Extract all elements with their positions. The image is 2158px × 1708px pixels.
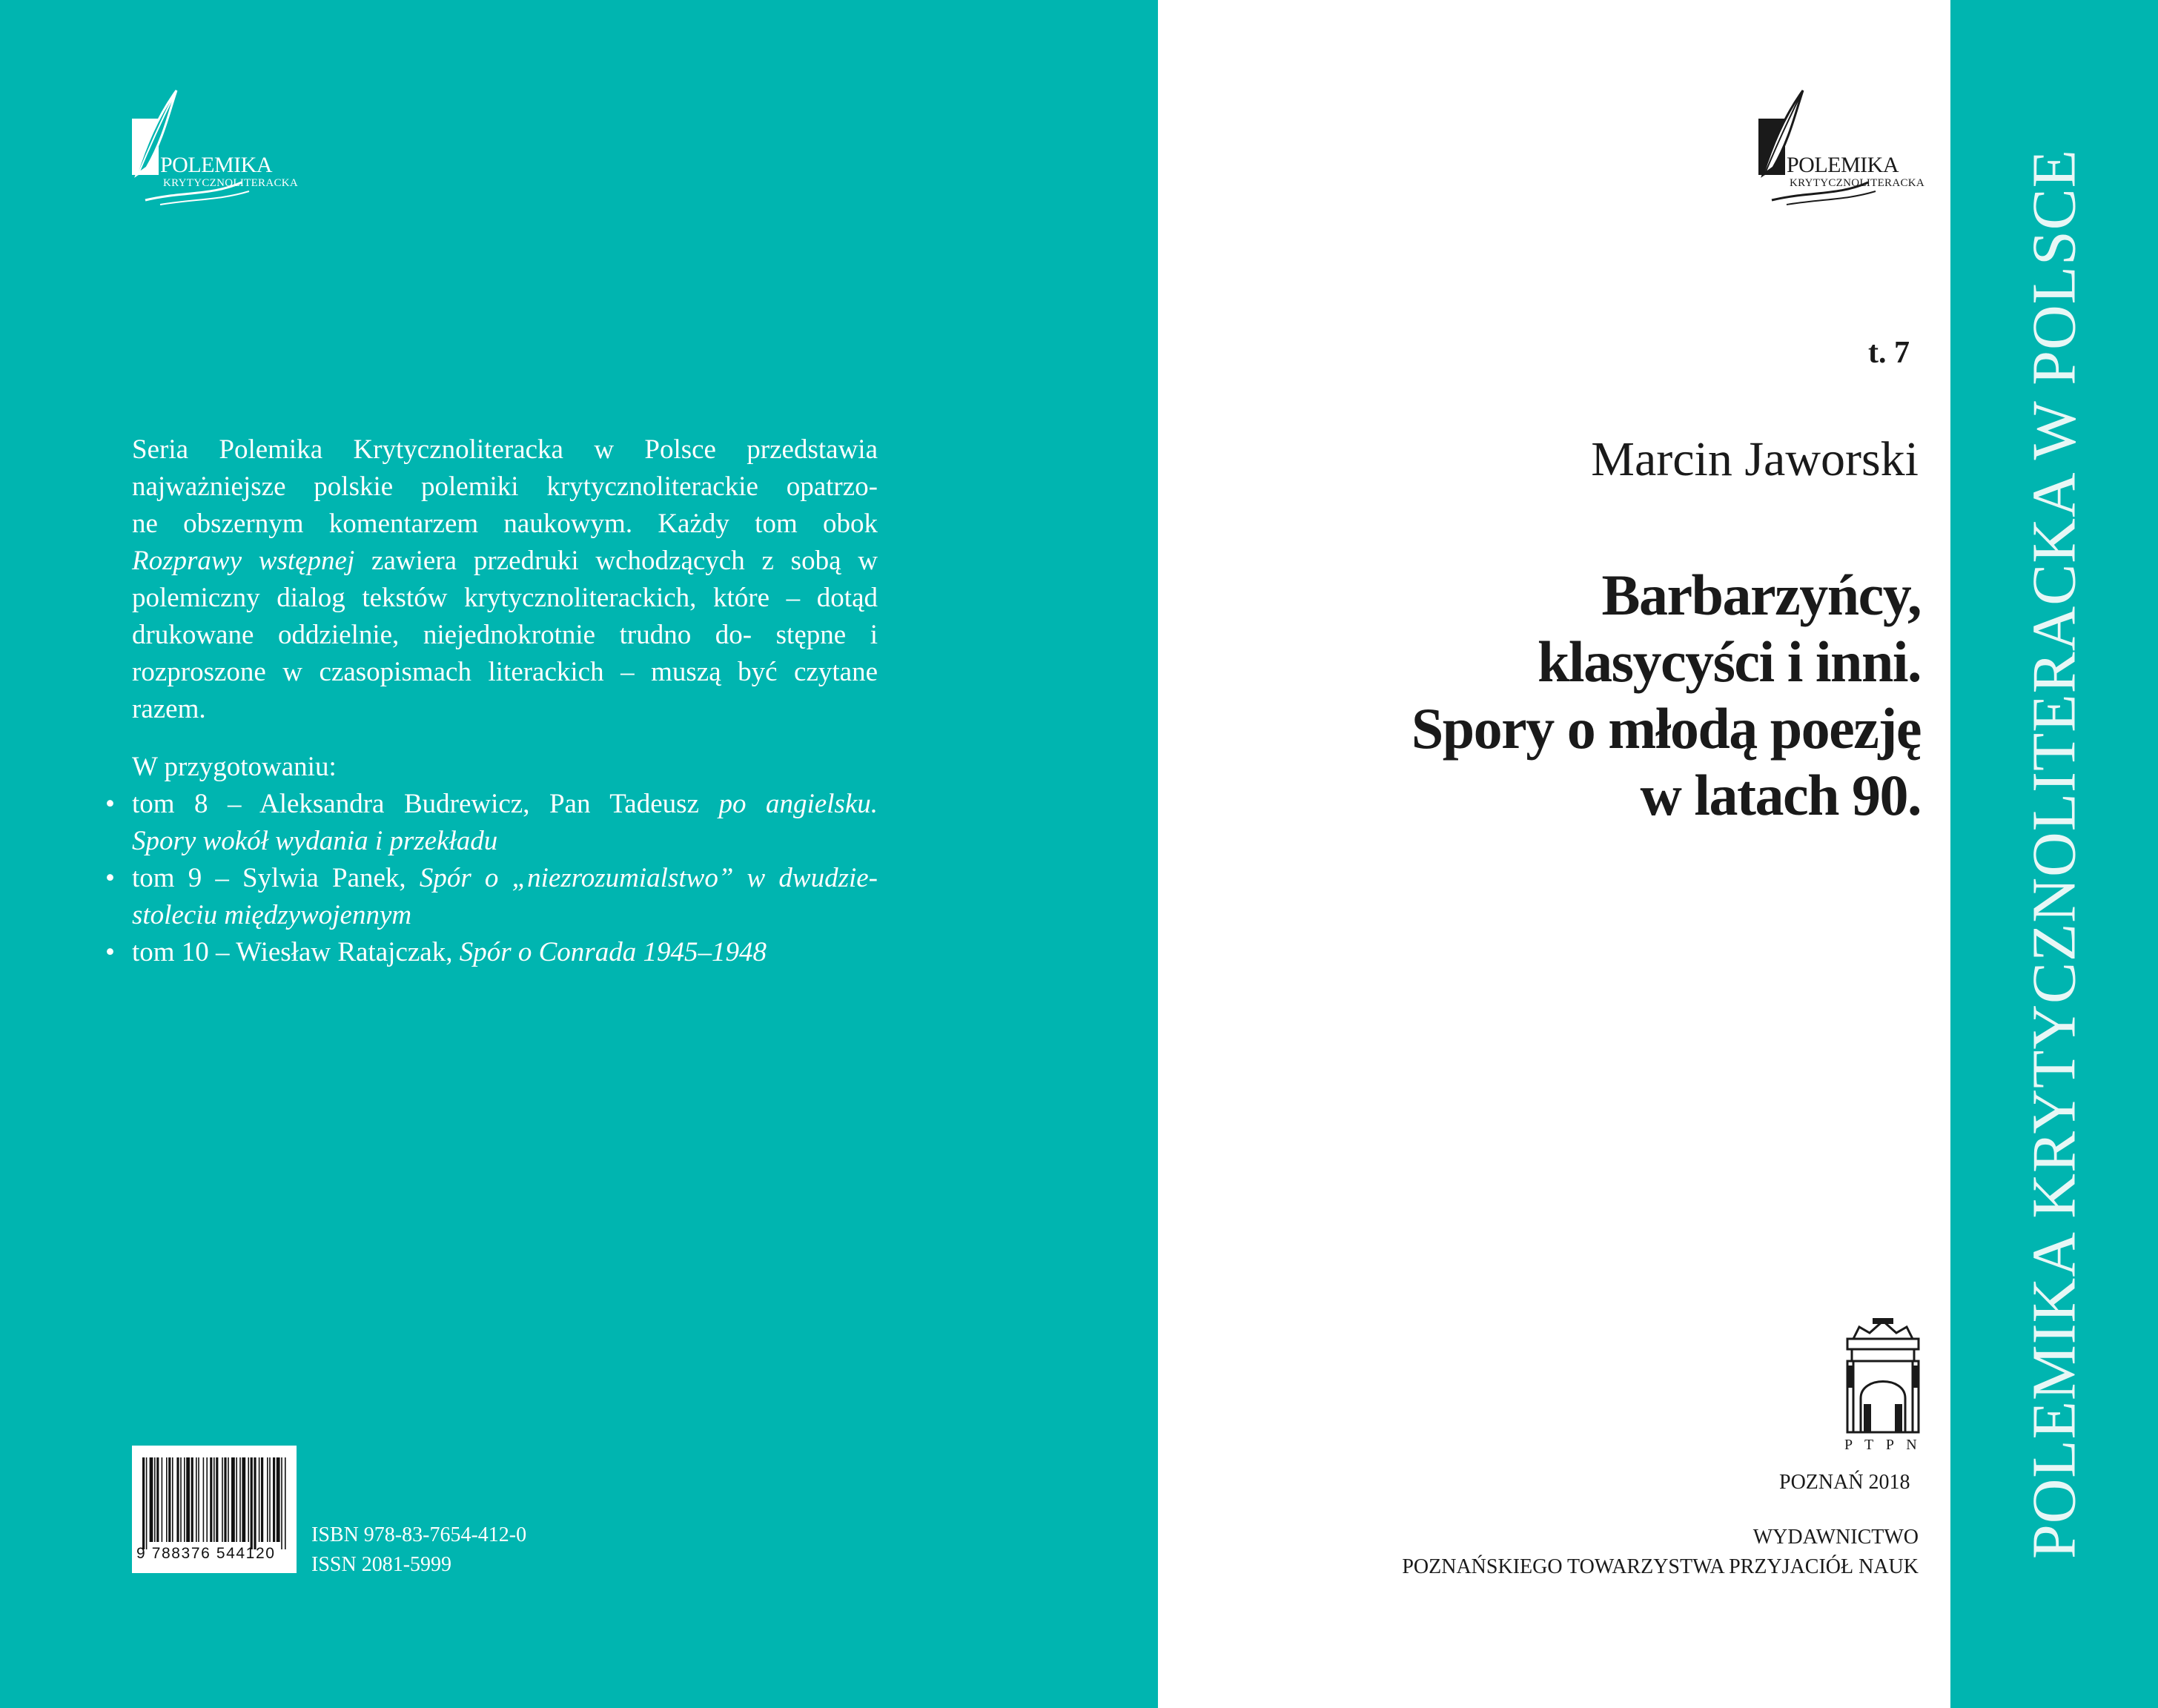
barcode-bar: [228, 1457, 229, 1542]
publisher-mark: P T P N: [1844, 1437, 1922, 1453]
author-name: Marcin Jaworski: [1591, 432, 1919, 486]
barcode-bar: [203, 1457, 205, 1542]
in-preparation-heading: W przygotowaniu:: [132, 752, 337, 782]
barcode-bar: [210, 1457, 212, 1542]
barcode-bar: [224, 1457, 226, 1542]
barcode-bar: [277, 1457, 280, 1542]
barcode-bar: [168, 1457, 171, 1542]
item-italic-cont: stoleciu międzywojennym: [132, 900, 412, 930]
in-preparation-list: [105, 749, 878, 971]
item-italic-cont: Spory wokół wydania i przekładu: [132, 826, 498, 856]
blurb-part4: stępne i rozproszone w czasopismach literackich – muszą być czytane razem.: [132, 620, 878, 724]
back-logo: [130, 87, 308, 214]
logo-title: POLEMIKA: [160, 153, 272, 177]
barcode-bar: [184, 1457, 185, 1542]
book-title: [1254, 562, 1921, 829]
item-text: tom 8 – Aleksandra Budrewicz, Pan Tadeusz: [132, 789, 719, 819]
title-line: klasycyści i inni.: [1538, 629, 1921, 694]
barcode-bar: [259, 1457, 260, 1542]
barcode-digits: 9 788376 544120: [136, 1545, 276, 1562]
logo-subtitle: KRYTYCZNOLITERACKA: [163, 177, 299, 189]
barcode-bar: [216, 1457, 218, 1542]
volume-number: t. 7: [1868, 336, 1910, 370]
publisher-line: POZNAŃSKIEGO TOWARZYSTWA PRZYJACIÓŁ NAUK: [1402, 1555, 1919, 1578]
series-description: [132, 431, 878, 728]
list-item: • tom 8 – Aleksandra Budrewicz, Pan Tadeusz po angielsku. Spory wokół wydania i przekładu: [105, 789, 878, 856]
publisher-name: [1402, 1523, 1919, 1582]
barcode-bar: [248, 1457, 249, 1542]
barcode-bar: [206, 1457, 208, 1542]
barcode-bar: [198, 1457, 199, 1542]
barcode-bar: [239, 1457, 241, 1542]
barcode-bar: [231, 1457, 235, 1542]
barcode-bar: [196, 1457, 197, 1542]
barcode-bar: [156, 1457, 159, 1542]
barcode-bar: [269, 1457, 271, 1542]
barcode-bar: [285, 1457, 286, 1549]
logo-subtitle: KRYTYCZNOLITERACKA: [1790, 177, 1925, 189]
barcode-bar: [186, 1457, 190, 1542]
barcode-bar: [222, 1457, 223, 1542]
barcode: [132, 1446, 297, 1573]
barcode-bar: [154, 1457, 156, 1542]
logo-title: POLEMIKA: [1787, 153, 1899, 177]
barcode-bar: [236, 1457, 237, 1542]
list-item: • tom 10 – Wiesław Ratajczak, Spór o Conrada 1945–1948: [105, 937, 767, 967]
title-line: w latach 90.: [1640, 763, 1921, 827]
publisher-line: WYDAWNICTWO: [1752, 1526, 1919, 1549]
barcode-bar: [180, 1457, 182, 1542]
blurb-part3: zawiera przedruki wchodzących z sobą w polemiczny dialog tekstów krytycznoliterackich, które – dotąd drukowane oddzielnie, niejednokrotnie trudno do-: [132, 546, 878, 650]
barcode-bar: [166, 1457, 168, 1542]
barcode-bar: [261, 1457, 263, 1542]
issn: ISSN 2081-5999: [311, 1553, 452, 1576]
barcode-bar: [176, 1457, 179, 1542]
item-text: tom 10 – Wiesław Ratajczak,: [132, 937, 460, 967]
isbn: ISBN 978-83-7654-412-0: [311, 1523, 527, 1546]
spine-title: POLEMIKA KRYTYCZNOLITERACKA W POLSCE: [2019, 148, 2089, 1560]
barcode-bar: [273, 1457, 275, 1542]
barcode-bar: [172, 1457, 173, 1542]
item-text: tom 9 – Sylwia Panek,: [132, 863, 420, 893]
isbn-block: [311, 1520, 526, 1580]
front-logo: [1757, 87, 1935, 214]
barcode-bar: [214, 1457, 215, 1542]
blurb-italic1: Rozprawy wstępnej: [132, 546, 355, 576]
quill-pen-icon: [130, 87, 308, 214]
barcode-bar: [150, 1457, 153, 1542]
item-italic: po angielsku.: [718, 789, 878, 819]
barcode-bar: [162, 1457, 163, 1542]
blurb-part2: ne obszernym komentarzem naukowym. Każdy tom obok: [132, 509, 878, 539]
barcode-bar: [281, 1457, 282, 1549]
quill-pen-icon: [1757, 87, 1935, 214]
barcode-bar: [191, 1457, 193, 1542]
barcode-bar: [267, 1457, 268, 1542]
front-cover: [1158, 0, 1950, 1708]
list-item: • tom 9 – Sylwia Panek, Spór o „niezrozumialstwo” w dwudzie- stoleciu międzywojennym: [105, 863, 878, 930]
blurb-part1: Seria Polemika Krytycznoliteracka w Polsce przedstawia najważniejsze polskie polemiki krytycznoliterackie opatrzo-: [132, 434, 878, 502]
item-italic: Spór o „niezrozumialstwo” w dwudzie-: [419, 863, 878, 893]
city-year: POZNAŃ 2018: [1779, 1471, 1910, 1494]
barcode-bar: [254, 1457, 256, 1549]
title-line: Spory o młodą poezję: [1411, 696, 1921, 761]
barcode-bar: [242, 1457, 245, 1542]
item-italic: Spór o Conrada 1945–1948: [459, 937, 767, 967]
title-line: Barbarzyńcy,: [1601, 563, 1921, 627]
barcode-bar: [146, 1457, 148, 1549]
barcode-bar: [142, 1457, 145, 1549]
barcode-bar: [251, 1457, 253, 1549]
